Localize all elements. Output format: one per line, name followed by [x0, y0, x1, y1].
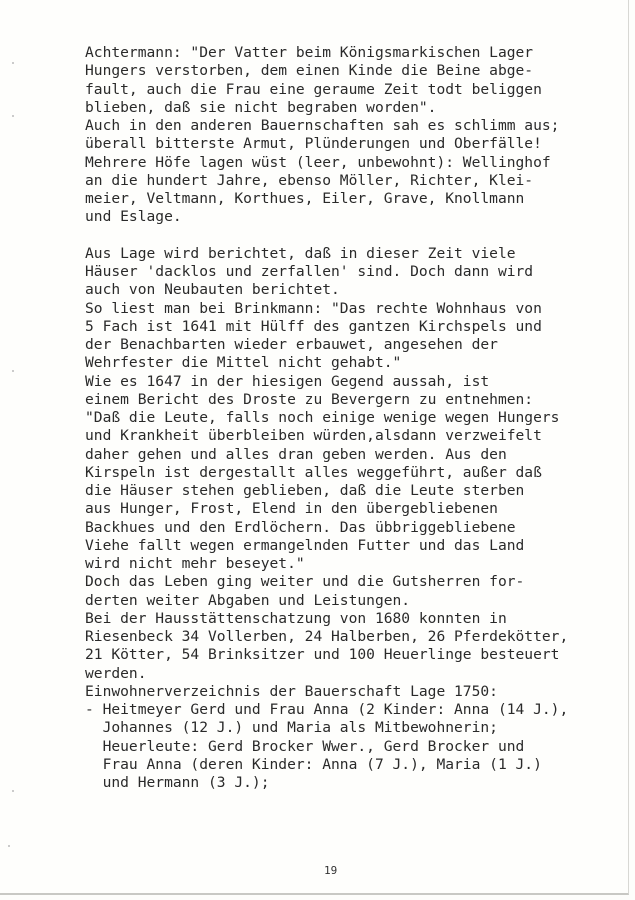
- text-line: auch von Neubauten berichtet.: [85, 281, 340, 299]
- text-line: Riesenbeck 34 Vollerben, 24 Halberben, 26 Pferdekötter,: [85, 628, 569, 645]
- text-line: werden.: [85, 664, 147, 682]
- page-number: 19: [324, 864, 338, 877]
- text-line: "Daß die Leute, falls noch einige wenige wegen Hungers: [85, 409, 560, 426]
- text-line: Wehrfester die Mittel nicht gehabt.": [85, 354, 402, 372]
- scan-speck: [12, 790, 14, 792]
- text-line: meier, Veltmann, Korthues, Eiler, Grave, Knollmann: [85, 190, 525, 207]
- text-line: wird nicht mehr beseyet.": [85, 555, 305, 572]
- text-line: 5 Fach ist 1641 mit Hülff des gantzen Kirchspels und: [85, 317, 542, 335]
- text-line: überall bitterste Armut, Plünderungen und Oberfälle!: [85, 135, 542, 153]
- body-text: [85, 44, 568, 792]
- text-line: Wie es 1647 in der hiesigen Gegend aussah, ist: [85, 372, 490, 390]
- text-line: Doch das Leben ging weiter und die Gutsherren for-: [85, 573, 525, 591]
- text-line: Frau Anna (deren Kinder: Anna (7 J.), Maria (1 J.): [85, 755, 542, 773]
- text-line: daher gehen und alles dran geben werden. Aus den: [85, 445, 507, 463]
- text-line: Viehe fallt wegen ermangelnden Futter und das Land: [85, 536, 525, 554]
- text-line: - Heitmeyer Gerd und Frau Anna (2 Kinder: Anna (14 J.),: [85, 701, 569, 718]
- text-line: Backhues und den Erdlöchern. Das übbriggebliebene: [85, 518, 516, 536]
- text-line: derten weiter Abgaben und Leistungen.: [85, 591, 411, 609]
- scan-speck: [8, 845, 10, 847]
- scan-speck: [12, 115, 14, 117]
- text-line: 21 Kötter, 54 Brinksitzer und 100 Heuerlinge besteuert: [85, 646, 560, 664]
- text-line: Achtermann: "Der Vatter beim Königsmarkischen Lager: [85, 44, 534, 61]
- text-line: Einwohnerverzeichnis der Bauerschaft Lage 1750:: [85, 682, 498, 700]
- text-line: und Krankheit überbleiben würden,alsdann verzweifelt: [85, 427, 542, 445]
- text-line: an die hundert Jahre, ebenso Möller, Richter, Klei-: [85, 171, 534, 189]
- text-line: Kirspeln ist dergestallt alles weggeführt, außer daß: [85, 463, 542, 481]
- scan-speck: [12, 62, 14, 64]
- text-line: Auch in den anderen Bauernschaften sah es schlimm aus;: [85, 117, 560, 134]
- text-line: Aus Lage wird berichtet, daß in dieser Zeit viele: [85, 244, 516, 262]
- text-line: Bei der Hausstättenschatzung von 1680 konnten in: [85, 609, 507, 627]
- text-line: einem Bericht des Droste zu Bevergern zu entnehmen:: [85, 390, 534, 408]
- text-line: Heuerleute: Gerd Brocker Wwer., Gerd Brocker und: [85, 737, 525, 755]
- text-line: Mehrere Höfe lagen wüst (leer, unbewohnt): Wellinghof: [85, 153, 551, 171]
- text-line: die Häuser stehen geblieben, daß die Leute sterben: [85, 482, 525, 499]
- text-line: So liest man bei Brinkmann: "Das rechte Wohnhaus von: [85, 299, 542, 317]
- text-line: der Benachbarten wieder erbauwet, angesehen der: [85, 336, 498, 353]
- text-line: und Eslage.: [85, 208, 182, 226]
- text-line: Häuser 'dacklos und zerfallen' sind. Doch dann wird: [85, 263, 534, 280]
- blank-line: [85, 227, 568, 245]
- text-line: aus Hunger, Frost, Elend in den übergebliebenen: [85, 500, 498, 518]
- text-line: Johannes (12 J.) und Maria als Mitbewohnerin;: [85, 719, 498, 737]
- text-line: und Hermann (3 J.);: [85, 774, 270, 791]
- text-line: blieben, daß sie nicht begraben worden".: [85, 98, 437, 116]
- text-line: fault, auch die Frau eine geraume Zeit todt beliggen: [85, 80, 542, 98]
- text-line: Hungers verstorben, dem einen Kinde die Beine abge-: [85, 62, 534, 80]
- scan-speck: [12, 370, 14, 372]
